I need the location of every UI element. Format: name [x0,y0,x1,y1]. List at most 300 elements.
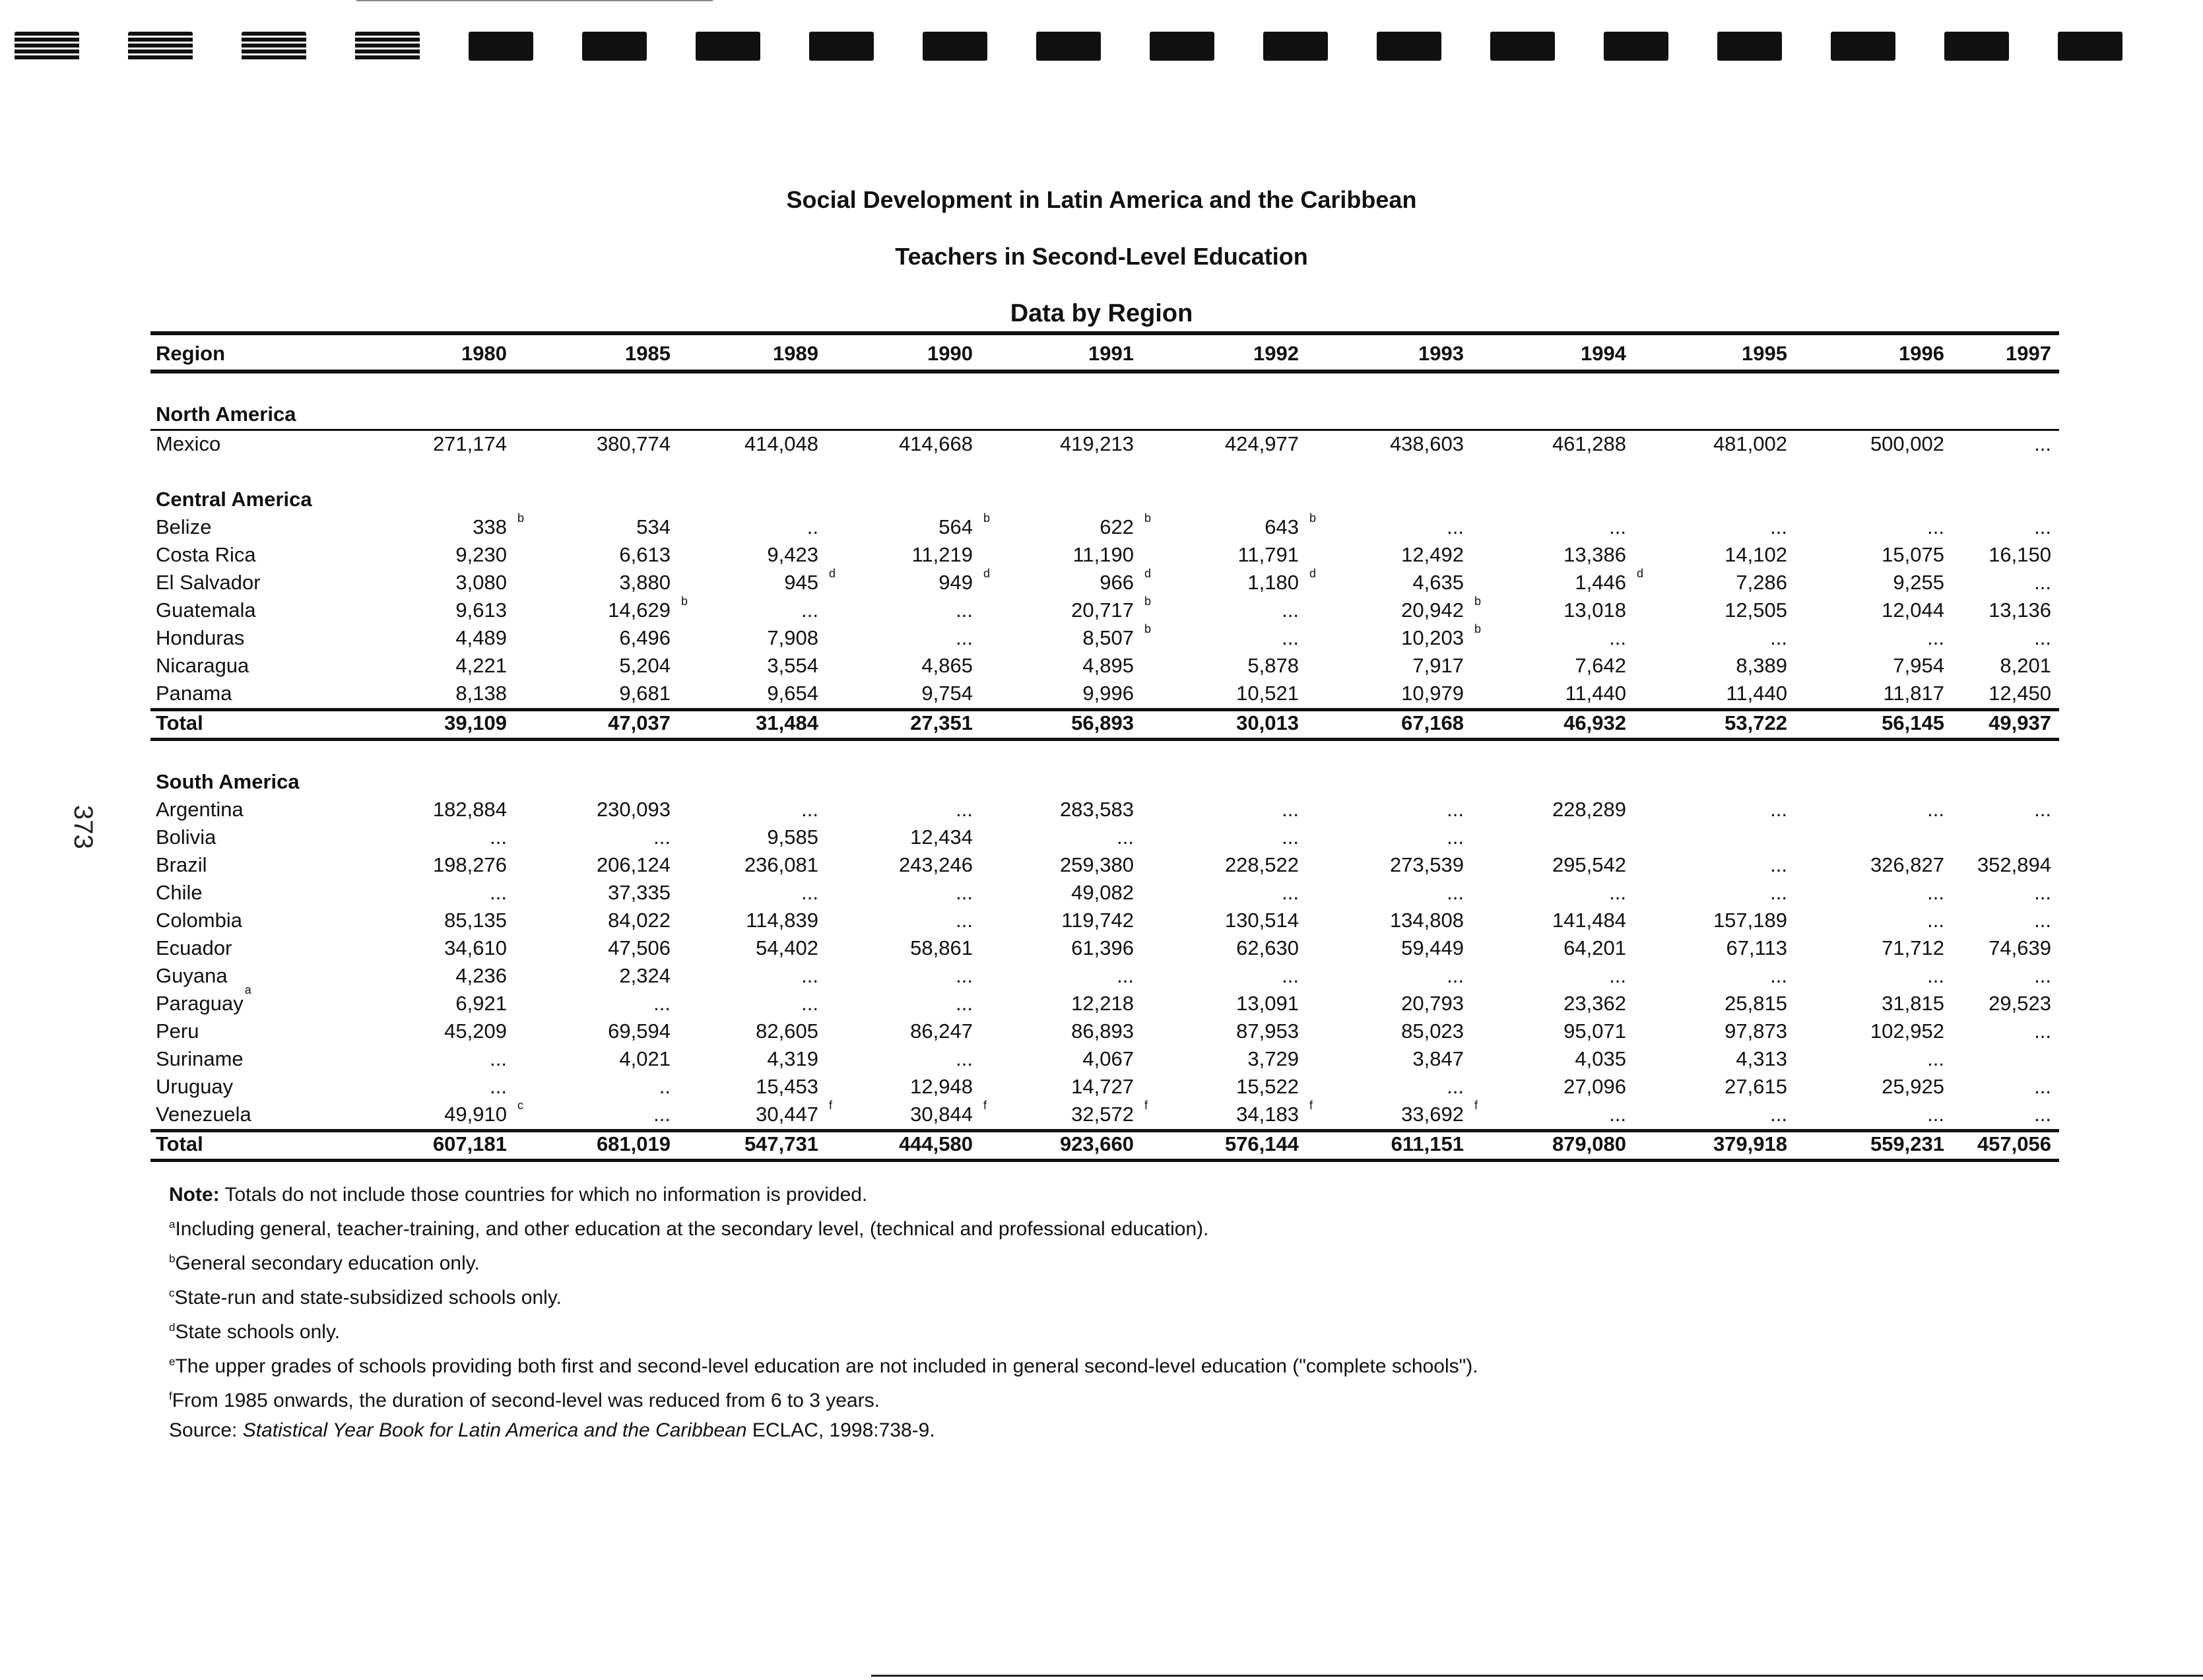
binder-hole [15,32,79,61]
table-row [150,1101,2059,1129]
table-cell: 49,910 c [444,1099,523,1126]
table-cell: 34,183 f [1236,1099,1313,1126]
table-cell: 9,423 [767,543,818,566]
table-cell: ... [1927,798,1944,821]
table-cell: 29,523 [1989,992,2051,1015]
total-row [150,708,2059,741]
table-cell: ... [1927,881,1944,904]
binder-hole [1263,32,1328,61]
table-cell: 34,610 [444,936,507,959]
table-cell: ... [2034,515,2051,538]
table-cell: ... [1927,626,1944,649]
footnote [169,1312,1478,1347]
table-cell: ... [1927,909,1944,932]
table-cell: 11,219 [911,543,973,566]
table-cell: 236,081 [744,853,818,876]
table-cell: 7,286 [1736,571,1787,594]
total-cell: 681,019 [596,1132,671,1155]
table-cell: ... [1447,798,1464,821]
table-cell: 15,453 [756,1075,818,1098]
table-cell: 198,276 [432,853,507,876]
table-row [150,680,2059,708]
table-cell: 6,613 [619,543,671,566]
table-cell: 534 [636,515,671,538]
table-cell: 59,449 [1401,936,1464,959]
table-cell: ... [653,825,671,849]
table-cell: 13,018 [1563,598,1626,622]
row-label: Uruguay [156,1075,234,1098]
footnote [169,1278,1478,1312]
footnote-marker: f [1144,1099,1148,1112]
table-cell: ... [2034,432,2051,455]
table-row [150,983,2059,1018]
table-cell: ... [956,798,973,821]
table-cell: 4,236 [455,964,507,987]
table-cell: 95,071 [1563,1019,1626,1043]
table-cell: 438,603 [1389,432,1464,455]
row-label: Belize [156,515,212,538]
total-cell: 379,918 [1713,1132,1787,1155]
table-cell: 4,865 [921,654,973,677]
total-cell: 27,351 [910,711,973,734]
footnote-marker: b [169,1252,176,1265]
table-cell: 23,362 [1563,992,1626,1015]
note-label: Note: [169,1184,220,1206]
table-cell: ... [1770,881,1787,904]
table-cell: ... [1282,798,1299,821]
table-cell: 15,075 [1882,543,1944,566]
header-year: 1989 [773,342,818,365]
total-cell: 879,080 [1552,1132,1626,1155]
table-cell: ... [956,1047,973,1070]
total-cell: 30,013 [1236,711,1299,734]
table-row [150,880,2059,907]
total-cell: 46,932 [1563,711,1626,734]
footnote [169,1347,1478,1381]
table-cell: 20,717 b [1071,595,1152,622]
footnote-marker: a [244,983,251,996]
table-cell: 11,817 [1883,682,1944,705]
binder-hole [582,32,647,61]
table-cell: 33,692 f [1401,1099,1478,1126]
binder-hole [1150,32,1214,61]
header-year: 1990 [927,342,973,365]
row-label: Brazil [156,853,207,876]
binder-hole [1036,32,1101,61]
binder-hole [242,32,306,61]
footnote [169,1210,1478,1244]
table-cell: .. [659,1075,671,1098]
footnote-marker: b [1474,595,1482,608]
binder-hole [1377,32,1441,61]
binder-hole [2058,32,2122,61]
table-cell: 4,221 [455,654,507,677]
table-cell: 25,925 [1882,1075,1944,1098]
binder-hole [1717,32,1782,61]
table-header [150,331,2059,373]
table-cell: 30,844 f [910,1099,987,1126]
footnote-marker: f [983,1099,987,1112]
table-cell: 966 d [1100,567,1152,594]
binder-hole [1944,32,2009,61]
table-cell: 9,754 [921,682,973,705]
footnote-text: State schools only. [175,1321,341,1343]
table-cell: 6,496 [619,626,671,649]
source-suffix: ECLAC, 1998:738-9. [746,1419,935,1441]
table-cell: 10,521 [1236,682,1299,705]
table-cell: 230,093 [596,798,671,821]
table-cell: 481,002 [1713,432,1787,455]
row-label: Colombia [156,909,242,932]
row-label: El Salvador [156,571,261,594]
table-cell: ... [490,881,507,904]
binder-hole [809,32,874,61]
table-cell: 15,522 [1236,1075,1299,1098]
table-cell: ... [956,598,973,622]
table-cell: 32,572 f [1071,1099,1148,1126]
table-cell: 4,313 [1736,1047,1787,1070]
table-cell: 25,815 [1725,992,1787,1015]
table-cell: 3,880 [619,571,671,594]
header-year: 1996 [1899,342,1944,365]
total-cell: 547,731 [744,1132,818,1155]
table-cell: ... [1609,1103,1626,1126]
table-cell: 622 b [1100,511,1152,538]
table-cell: 9,230 [455,543,507,566]
table-cell: 326,827 [1870,853,1944,876]
table-cell: ... [956,992,973,1015]
footnote-marker: c [169,1287,175,1299]
table-cell: 84,022 [608,909,671,932]
teachers-table [150,331,2059,1162]
table-cell: ... [2034,909,2051,932]
footnote-marker: c [517,1099,523,1112]
group-name: Central America [156,488,312,511]
table-cell: 949 d [938,567,991,594]
bottom-rule [871,1675,2203,1677]
header-year: 1994 [1581,342,1626,365]
row-label: Costa Rica [156,543,256,566]
total-cell: 923,660 [1059,1132,1134,1155]
footnote-text: The upper grades of schools providing both first and second-level education are not included in general second-level education ("complete schools"). [175,1355,1478,1377]
data-by-caption: Data by Region [1010,300,1193,327]
table-cell: ... [801,598,818,622]
table-cell: 271,174 [432,432,507,455]
row-label: Guatemala [156,598,256,622]
table-cell: ... [2034,1075,2051,1098]
table-cell: 4,635 [1412,571,1464,594]
table-cell: 119,742 [1061,909,1134,932]
total-label: Total [156,711,203,734]
table-cell: ... [1927,1103,1944,1126]
table-cell: 414,668 [898,432,973,455]
table-cell: ... [653,1103,671,1126]
table-row [150,796,2059,824]
table-cell: ... [1609,964,1626,987]
table-cell: ... [956,881,973,904]
table-row [150,1018,2059,1046]
row-label: Argentina [156,798,244,821]
group-name: South America [156,770,300,793]
group-name: North America [156,403,296,426]
table-cell: 85,135 [444,909,507,932]
footnote-marker: d [1309,567,1317,580]
table-cell: 20,942 b [1401,595,1482,622]
table-row [150,597,2059,625]
table-cell: 74,639 [1989,936,2051,959]
table-cell: ... [1282,881,1299,904]
table-cell: 87,953 [1236,1019,1299,1043]
table-cell: 10,203 b [1401,622,1482,649]
row-label: Paraguay$^a$ [156,983,251,1015]
total-cell: 67,168 [1401,711,1464,734]
table-cell: ... [2034,1103,2051,1126]
table-cell: 3,080 [455,571,507,594]
table-cell: 11,791 [1237,543,1299,566]
group-heading [150,486,2059,514]
top-rule [356,0,713,1]
table-cell: ... [2034,798,2051,821]
table-cell: 8,138 [455,682,507,705]
row-label: Guyana [156,964,228,987]
total-cell: 31,484 [756,711,818,734]
table-cell: 62,630 [1236,936,1299,959]
total-cell: 39,109 [444,711,507,734]
table-cell: 114,839 [746,909,818,932]
table-cell: 7,908 [767,626,818,649]
table-cell: 295,542 [1552,853,1626,876]
table-cell: ... [490,825,507,849]
page-title: Social Development in Latin America and the Caribbean [786,186,1417,213]
table-cell: 12,505 [1725,598,1787,622]
table-cell: 14,629 b [608,595,688,622]
spacer [150,373,2059,401]
table-cell: ... [801,992,818,1015]
table-cell: ... [1927,1047,1944,1070]
binder-hole [1604,32,1668,61]
footnote [169,1381,1478,1415]
table-cell: 228,522 [1224,853,1299,876]
table-cell: ... [1609,881,1626,904]
footnotes [169,1180,1478,1445]
table-cell: 97,873 [1725,1019,1787,1043]
table-cell: 3,729 [1247,1047,1299,1070]
table-cell: 54,402 [756,936,818,959]
table-cell: 1,180 d [1247,567,1317,594]
table-cell: 12,948 [910,1075,973,1098]
table-cell: 3,847 [1412,1047,1464,1070]
binder-hole [128,32,193,61]
table-cell: 27,096 [1563,1075,1626,1098]
table-cell: 30,447 f [756,1099,833,1126]
table-cell: 85,023 [1401,1019,1464,1043]
table-row [150,935,2059,963]
footnote-text: From 1985 onwards, the duration of second-level was reduced from 6 to 3 years. [172,1390,880,1411]
footnote-text: State-run and state-subsidized schools only. [174,1287,562,1308]
binder-hole [355,32,420,61]
table-row [150,569,2059,597]
table-cell: ... [1927,964,1944,987]
table-cell: 2,324 [619,964,671,987]
table-cell: 13,136 [1989,598,2051,622]
table-cell: ... [1447,964,1464,987]
footnote-marker: b [1474,622,1482,635]
spacer [150,741,2059,769]
table-cell: 5,204 [619,654,671,677]
total-cell: 53,722 [1725,711,1787,734]
table-cell: 134,808 [1389,909,1464,932]
table-cell: 4,035 [1575,1047,1626,1070]
spacer [150,459,2059,486]
table-cell: 564 b [938,511,991,538]
binder-holes [0,32,2203,66]
table-cell: 945 d [784,567,836,594]
table-row [150,622,2059,653]
row-label: Nicaragua [156,654,249,677]
table-cell: ... [2034,626,2051,649]
table-cell: ... [2034,881,2051,904]
source-prefix: Source: [169,1419,243,1441]
table-cell: ... [956,909,973,932]
total-cell: 56,145 [1882,711,1944,734]
table-cell: 7,954 [1893,654,1944,677]
table-cell: ... [801,964,818,987]
table-cell: 67,113 [1726,936,1787,959]
table-cell: ... [2034,571,2051,594]
footnote-marker: d [983,567,991,580]
table-cell: ... [1770,853,1787,876]
footnote-marker: a [169,1218,176,1231]
group-heading [150,401,2059,431]
total-cell: 576,144 [1224,1132,1299,1155]
total-cell: 457,056 [1977,1132,2051,1155]
table-cell: 45,209 [444,1019,507,1043]
table-cell: 49,082 [1071,881,1134,904]
header-year: 1991 [1088,342,1134,365]
footnote-marker: d [169,1321,176,1334]
total-cell: 559,231 [1870,1132,1944,1155]
table-cell: 69,594 [608,1019,671,1043]
table-cell: ... [653,992,671,1015]
table-cell: ... [1447,825,1464,849]
table-cell: 273,539 [1389,853,1464,876]
footnote-marker: d [1637,567,1644,580]
table-cell: 352,894 [1977,853,2051,876]
binder-hole [923,32,987,61]
table-cell: ... [956,964,973,987]
table-subtitle: Teachers in Second-Level Education [895,243,1308,270]
binder-hole [469,32,533,61]
table-cell: ... [1117,825,1134,849]
table-cell: ... [490,1075,507,1098]
table-cell: ... [1770,798,1787,821]
table-cell: 141,484 [1552,909,1626,932]
table-cell: 259,380 [1059,853,1134,876]
table-cell: 9,585 [767,825,818,849]
footnote-marker: d [829,567,836,580]
row-label: Panama [156,682,232,705]
table-cell: ... [801,881,818,904]
binder-hole [1831,32,1895,61]
table-cell: ... [1282,598,1299,622]
row-label: Chile [156,881,203,904]
table-cell: 643 b [1265,511,1317,538]
table-cell: 182,884 [432,798,507,821]
table-cell: ... [1282,825,1299,849]
footnote [169,1244,1478,1278]
table-cell: 424,977 [1224,432,1299,455]
table-row [150,431,2059,459]
table-cell: ... [1447,881,1464,904]
table-cell: 8,201 [2000,654,2051,677]
header-year: 1980 [461,342,507,365]
table-cell: 8,389 [1736,654,1787,677]
table-cell: 14,727 [1071,1075,1134,1098]
table-cell: ... [1770,1103,1787,1126]
footnote-marker: f [1309,1099,1313,1112]
footnote-marker: f [829,1099,833,1112]
table-cell: 380,774 [596,432,671,455]
table-cell: 12,434 [910,825,973,849]
total-cell: 444,580 [898,1132,973,1155]
table-cell: 61,396 [1071,936,1134,959]
table-cell: 9,996 [1082,682,1134,705]
row-label: Mexico [156,432,221,455]
header-year: 1997 [2006,342,2051,365]
table-cell: 130,514 [1224,909,1299,932]
table-cell: 82,605 [756,1019,818,1043]
table-cell: 9,681 [619,682,671,705]
table-cell: ... [1609,626,1626,649]
table-cell: 71,712 [1882,936,1944,959]
table-cell: 7,917 [1412,654,1464,677]
table-cell: 243,246 [898,853,973,876]
row-label: Honduras [156,626,245,649]
table-cell: 4,895 [1082,654,1134,677]
footnote-marker: d [1144,567,1152,580]
table-cell: ... [801,798,818,821]
table-cell: 157,189 [1713,909,1787,932]
table-cell: 4,319 [767,1047,818,1070]
table-cell: 4,021 [619,1047,671,1070]
table-cell: 12,492 [1401,543,1464,566]
table-row [150,542,2059,569]
table-cell: 13,386 [1563,543,1626,566]
table-cell: 12,218 [1071,992,1134,1015]
footnote-marker: b [681,595,688,608]
table-cell: ... [1770,515,1787,538]
table-cell: 8,507 b [1082,622,1152,649]
table-row [150,852,2059,880]
table-cell: 5,878 [1247,654,1299,677]
footnote-marker: f [1474,1099,1478,1112]
table-cell: ... [1282,626,1299,649]
group-heading [150,769,2059,796]
row-label: Venezuela [156,1103,251,1126]
table-cell: 86,893 [1071,1019,1134,1043]
table-cell: 86,247 [910,1019,973,1043]
table-cell: .. [806,515,818,538]
table-cell: 419,213 [1059,432,1134,455]
table-cell: ... [2034,1019,2051,1043]
footnote-marker: b [983,511,991,525]
table-cell: ... [1770,964,1787,987]
table-row [150,963,2059,990]
table-cell: 9,654 [767,682,818,705]
header-year: 1985 [625,342,671,365]
total-cell: 47,037 [608,711,671,734]
table-cell: 11,190 [1072,543,1134,566]
